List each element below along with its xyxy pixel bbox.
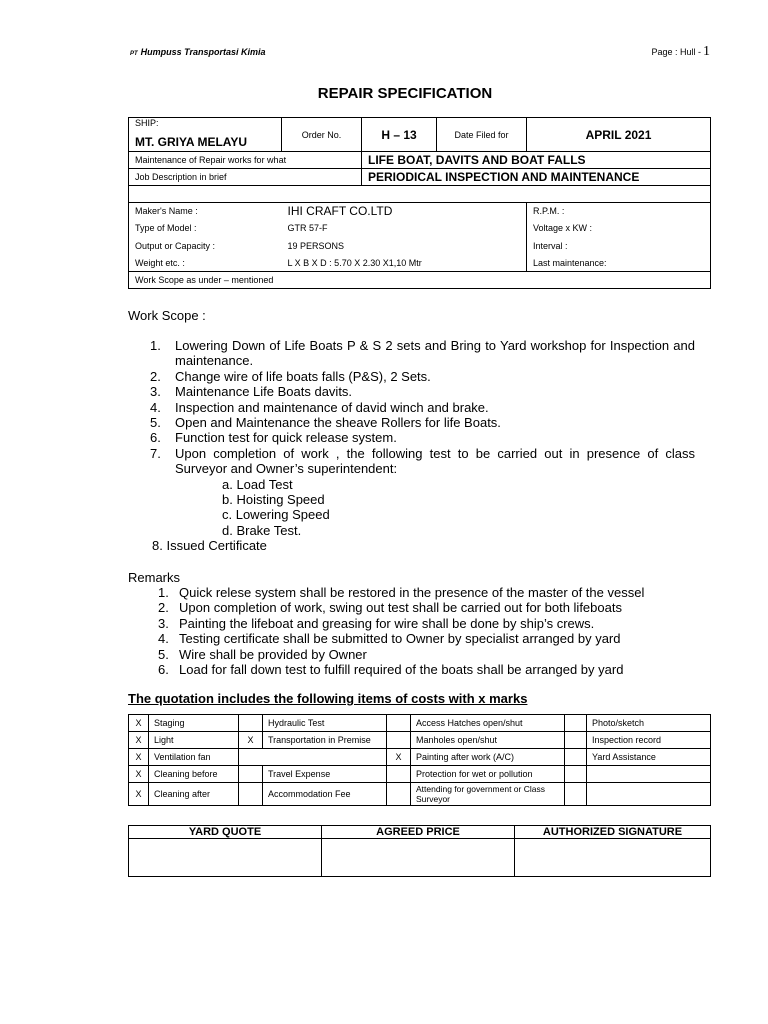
item-text: Change wire of life boats falls (P&S), 2 Sets. (175, 368, 431, 384)
item-number: 7. (150, 445, 161, 461)
sub-item: c. Lowering Speed (222, 507, 330, 523)
cost-item: Accommodation Fee (263, 783, 387, 806)
list-item (158, 600, 644, 615)
page-title: REPAIR SPECIFICATION (317, 85, 493, 102)
order-label: Order No. (282, 118, 362, 152)
cost-mark (565, 715, 587, 732)
authorized-signature-header: AUTHORIZED SIGNATURE (515, 826, 711, 839)
agreed-price-header: AGREED PRICE (322, 826, 515, 839)
table-row (129, 749, 711, 766)
list-item (150, 338, 695, 369)
date-label: Date Filed for (437, 118, 527, 152)
cost-mark: X (387, 749, 411, 766)
date-value: APRIL 2021 (527, 118, 711, 152)
blank-cell (129, 186, 711, 203)
cost-item: Photo/sketch (587, 715, 711, 732)
yard-quote-header: YARD QUOTE (129, 826, 322, 839)
signature-table (128, 825, 711, 877)
cost-item (239, 749, 387, 766)
item-number: 6. (150, 430, 161, 446)
interval-label: Interval : (527, 237, 711, 255)
makers-label: Maker's Name : (129, 203, 282, 220)
spec-table (128, 117, 711, 289)
item-number: 5. (150, 415, 161, 431)
model-value: GTR 57-F (282, 220, 527, 237)
remarks-heading: Remarks (128, 570, 181, 585)
maint-value: LIFE BOAT, DAVITS AND BOAT FALLS (362, 152, 711, 169)
table-row (129, 732, 711, 749)
cost-mark (565, 783, 587, 806)
sub-item: a. Load Test (222, 476, 293, 492)
cost-item: Hydraulic Test (263, 715, 387, 732)
item-number: 4. (158, 631, 169, 647)
output-value: 19 PERSONS (282, 237, 527, 255)
item-number: 5. (158, 646, 169, 662)
item-number: 6. (158, 662, 169, 678)
spec-row-maker (129, 203, 711, 220)
scope-label: Work Scope as under – mentioned (129, 272, 711, 289)
list-item (150, 430, 695, 445)
cost-mark (565, 766, 587, 783)
cost-item: Inspection record (587, 732, 711, 749)
item-text: Inspection and maintenance of david winch and brake. (175, 399, 489, 415)
cost-mark (565, 749, 587, 766)
work-scope-list (150, 338, 695, 554)
item-number: 3. (150, 384, 161, 400)
cost-mark: X (239, 732, 263, 749)
item-number: 2. (150, 368, 161, 384)
spec-row-weight (129, 255, 711, 272)
rpm-label: R.P.M. : (527, 203, 711, 220)
list-item (150, 369, 695, 384)
order-number: H – 13 (362, 118, 437, 152)
authorized-signature-field[interactable] (515, 839, 711, 877)
voltage-label: Voltage x KW : (527, 220, 711, 237)
cost-mark (387, 732, 411, 749)
makers-value: IHI CRAFT CO.LTD (282, 203, 527, 220)
page-label: Page : Hull - (651, 47, 701, 57)
quotation-heading: The quotation includes the following items of costs with x marks (128, 691, 528, 706)
last-maint-label: Last maintenance: (527, 255, 711, 272)
ship-label: SHIP: (135, 118, 159, 128)
item-text: Painting the lifeboat and greasing for wire shall be done by ship’s crews. (179, 615, 595, 631)
item-text: Function test for quick release system. (175, 430, 397, 446)
cost-item: Staging (149, 715, 239, 732)
cost-mark: X (129, 715, 149, 732)
spec-row-model (129, 220, 711, 237)
job-value: PERIODICAL INSPECTION AND MAINTENANCE (362, 169, 711, 186)
spec-row-output (129, 237, 711, 255)
cost-mark (239, 715, 263, 732)
ship-cell (129, 118, 282, 152)
cost-item: Manholes open/shut (411, 732, 565, 749)
cost-item (587, 766, 711, 783)
company-label: Humpuss Transportasi Kimia (140, 47, 266, 57)
item-number: 3. (158, 615, 169, 631)
list-item (158, 647, 644, 662)
cost-item: Light (149, 732, 239, 749)
sub-item: b. Hoisting Speed (222, 492, 325, 508)
weight-label: Weight etc. : (129, 255, 282, 272)
item-text: Upon completion of work , the following test to be carried out in presence of class Surveyor and Owner’s superintendent: (175, 445, 695, 477)
cost-item: Yard Assistance (587, 749, 711, 766)
list-item (150, 400, 695, 415)
cost-mark (239, 766, 263, 783)
maint-label: Maintenance of Repair works for what (129, 152, 362, 169)
cost-item: Attending for government or Class Surveyor (411, 783, 565, 806)
table-row (129, 715, 711, 732)
signature-header-row (129, 826, 711, 839)
cost-item: Travel Expense (263, 766, 387, 783)
output-label: Output or Capacity : (129, 237, 282, 255)
cost-mark: X (129, 749, 149, 766)
item-text: Quick relese system shall be restored in the presence of the master of the vessel (179, 585, 645, 600)
item-text: Lowering Down of Life Boats P & S 2 sets and Bring to Yard workshop for Inspection and maintenance. (175, 338, 695, 369)
list-item (150, 415, 695, 430)
spec-row-scope (129, 272, 711, 289)
spec-row-blank (129, 186, 711, 203)
cost-item: Access Hatches open/shut (411, 715, 565, 732)
spec-row-ship (129, 118, 711, 152)
item-text: Load for fall down test to fulfill required of the boats shall be arranged by yard (179, 662, 624, 678)
cost-item (587, 783, 711, 806)
item-number: 1. (158, 585, 169, 600)
cost-mark: X (129, 783, 149, 806)
item-number: 2. (158, 600, 169, 616)
page-number: 1 (703, 44, 710, 59)
cost-mark: X (129, 766, 149, 783)
item-text: Maintenance Life Boats davits. (175, 384, 353, 400)
company-name (130, 47, 266, 57)
cost-item: Transportation in Premise (263, 732, 387, 749)
cost-mark (387, 766, 411, 783)
cost-item: Protection for wet or pollution (411, 766, 565, 783)
table-row (129, 783, 711, 806)
item-text: Wire shall be provided by Owner (179, 646, 367, 662)
cost-mark (565, 732, 587, 749)
item-text: Open and Maintenance the sheave Rollers for life Boats. (175, 415, 501, 431)
ship-name: MT. GRIYA MELAYU (135, 135, 248, 149)
yard-quote-field[interactable] (129, 839, 322, 877)
sub-item: d. Brake Test. (222, 522, 302, 538)
company-prefix: PT (130, 51, 138, 57)
cost-item: Cleaning before (149, 766, 239, 783)
cost-item: Ventilation fan (149, 749, 239, 766)
item-text: Testing certificate shall be submitted to Owner by specialist arranged by yard (179, 631, 621, 647)
list-item (150, 384, 695, 399)
spec-row-maintenance (129, 152, 711, 169)
page-indicator (600, 44, 710, 60)
model-label: Type of Model : (129, 220, 282, 237)
table-row (129, 766, 711, 783)
signature-body-row (129, 839, 711, 877)
weight-value: L X B X D : 5.70 X 2.30 X1,10 Mtr (282, 255, 527, 272)
list-item (158, 585, 644, 600)
list-item (158, 662, 644, 677)
list-item (158, 631, 644, 646)
work-scope-heading: Work Scope : (128, 308, 206, 323)
item-number: 4. (150, 399, 161, 415)
cost-mark (387, 715, 411, 732)
job-label: Job Description in brief (129, 169, 362, 186)
cost-mark (239, 783, 263, 806)
item-text: Upon completion of work, swing out test shall be carried out for both lifeboats (179, 600, 622, 616)
list-item: 8. Issued Certificate (152, 538, 267, 554)
cost-mark (387, 783, 411, 806)
remarks-list (158, 585, 644, 677)
list-item (158, 616, 644, 631)
spec-row-job (129, 169, 711, 186)
cost-item: Painting after work (A/C) (411, 749, 565, 766)
cost-mark: X (129, 732, 149, 749)
cost-items-table (128, 714, 711, 806)
list-item (150, 446, 695, 477)
cost-item: Cleaning after (149, 783, 239, 806)
item-number: 1. (150, 338, 161, 353)
agreed-price-field[interactable] (322, 839, 515, 877)
